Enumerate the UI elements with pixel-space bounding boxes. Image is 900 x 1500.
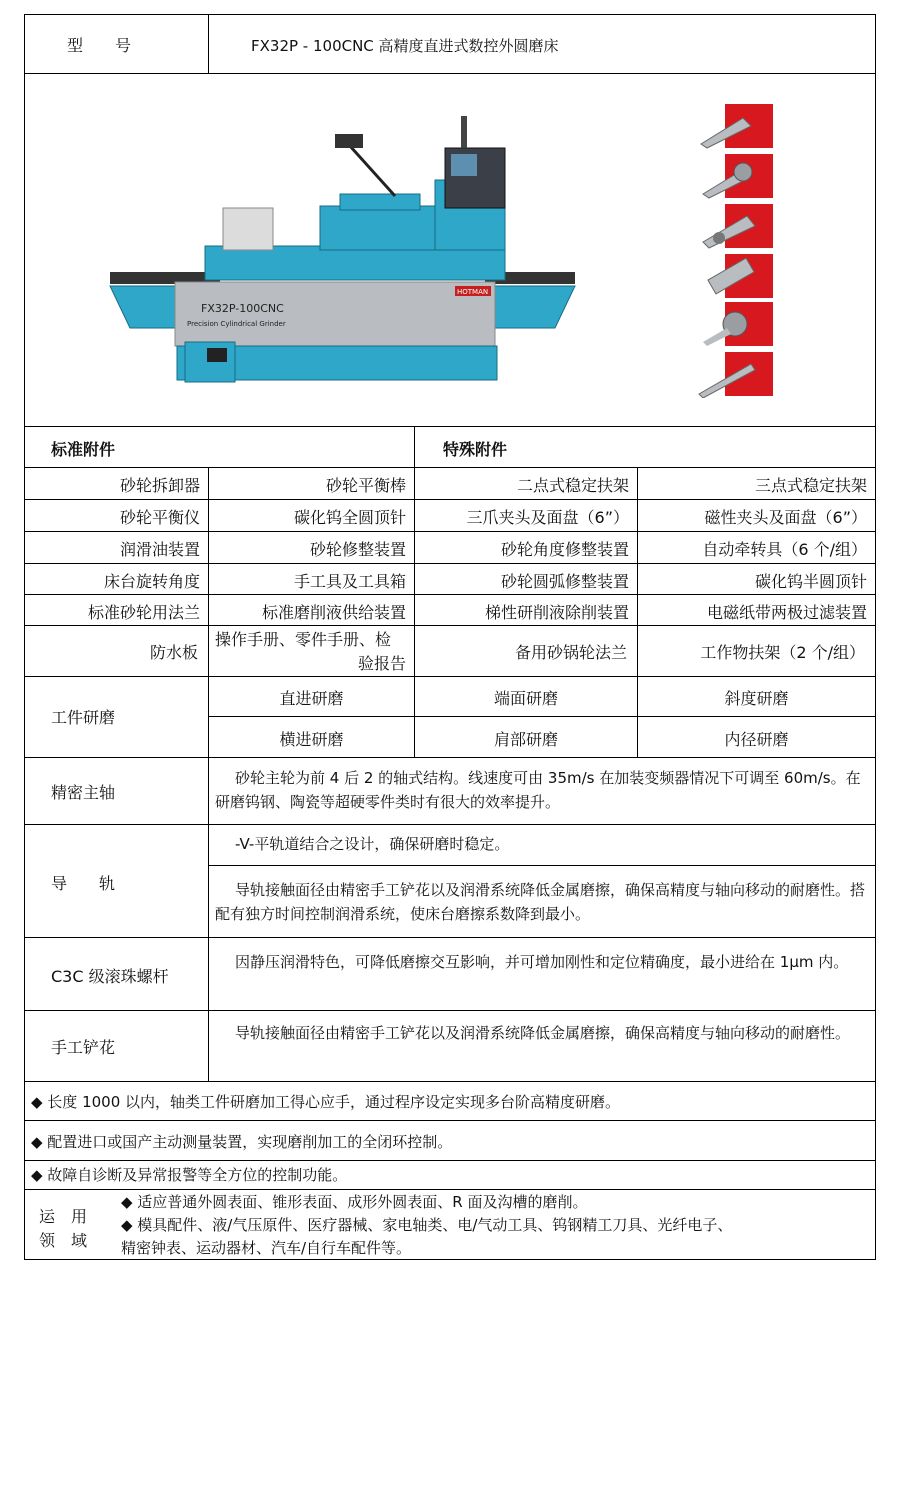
accessory-cell (637, 531, 876, 564)
signal-tower (461, 116, 467, 148)
grinding-r2-c3 (637, 716, 876, 758)
guide-text1: -V-平轨道结合之设计，确保研磨时稳定。 (235, 835, 510, 853)
accessory-item: 砂轮平衡棒 (325, 476, 406, 495)
accessory-cell (637, 563, 876, 595)
grinding-r1-c3-text: 斜度研磨 (724, 689, 789, 708)
grinding-r1-c2 (414, 676, 638, 717)
ballscrew-text: 因静压润滑特色，可降低磨擦交互影响，并可增加刚性和定位精确度，最小进给在 1μm 内。 (235, 953, 849, 971)
accessory-cell (414, 467, 638, 500)
guide-label: 导 轨 (51, 874, 116, 893)
wheelhead (320, 206, 450, 250)
accessory-cell (637, 499, 876, 532)
plate-name: FX32P-100CNC (201, 302, 284, 315)
applications-label-2: 领 域 (39, 1231, 88, 1250)
accessory-cell (24, 531, 209, 564)
scraping-label-cell (24, 1010, 209, 1082)
accessory-thumb-3 (697, 204, 773, 250)
accessory-cell (208, 531, 415, 564)
guide-text2-cell (208, 865, 876, 938)
spindle-label: 精密主轴 (51, 783, 116, 802)
standard-header-text: 标准附件 (51, 440, 116, 459)
accessory-item: 标准砂轮用法兰 (87, 603, 200, 622)
accessory-item: 砂轮平衡仪 (119, 508, 200, 527)
accessory-item: 碳化钨半圆顶针 (754, 572, 867, 591)
cnc-screen (451, 154, 477, 176)
accessory-cell (208, 467, 415, 500)
scraping-text: 导轨接触面径由精密手工铲花以及润滑系统降低金属磨擦，确保高精度与轴向移动的耐磨性。 (235, 1024, 851, 1042)
acc-last-c4-text: 工作物扶架（2 个/组） (700, 643, 865, 662)
grinding-r2-c1 (208, 716, 415, 758)
accessory-thumb-2 (697, 154, 773, 200)
accessory-item: 砂轮圆弧修整装置 (500, 572, 629, 591)
feature-3: ◆ 故障自诊断及异常报警等全方位的控制功能。 (31, 1166, 348, 1184)
acc-last-c4 (637, 625, 876, 677)
applications-item-2-line1: ◆ 模具配件、液/气压原件、医疗器械、家电轴类、电/气动工具、钨钢精工刀具、光纤电子、 (121, 1216, 733, 1234)
guide-text2: 导轨接触面径由精密手工铲花以及润滑系统降低金属磨擦，确保高精度与轴向移动的耐磨性。搭配有独方时间控制润滑系统，使床台磨擦系数降到最小。 (215, 881, 866, 923)
accessory-item: 三爪夹头及面盘（6”） (466, 508, 629, 527)
accessory-item: 手工具及工具箱 (293, 572, 406, 591)
image-area (24, 73, 876, 427)
feature-1: ◆ 长度 1000 以内，轴类工件研磨加工得心应手，通过程序设定实现多台阶高精度研磨。 (31, 1093, 621, 1111)
accessory-item: 砂轮修整装置 (309, 540, 406, 559)
accessory-item: 自动牵转具（6 个/组） (702, 540, 867, 559)
special-header-text: 特殊附件 (443, 440, 508, 459)
acc-last-c3 (414, 625, 638, 677)
wheelhead-top (340, 194, 420, 210)
lower-gauge (207, 348, 227, 362)
accessory-cell (414, 531, 638, 564)
ballscrew-text-cell (208, 937, 876, 1011)
applications-item-1: ◆ 适应普通外圆表面、锥形表面、成形外圆表面、R 面及沟槽的磨削。 (121, 1193, 588, 1211)
accessory-item: 床台旋转角度 (103, 572, 200, 591)
grinding-label: 工件研磨 (51, 708, 116, 727)
accessory-cell (24, 594, 209, 626)
accessory-cell (24, 467, 209, 500)
grinding-r1-c2-text: 端面研磨 (493, 689, 558, 708)
work-lamp (335, 134, 363, 148)
accessory-cell (637, 467, 876, 500)
accessory-item: 砂轮角度修整装置 (500, 540, 629, 559)
guide-text1-cell (208, 824, 876, 866)
grinding-r2-c1-text: 横进研磨 (279, 730, 344, 749)
guide-label-cell (24, 824, 209, 938)
work-table (205, 246, 505, 280)
spindle-label-cell (24, 757, 209, 825)
model-label: 型 号 (67, 36, 132, 55)
accessory-item: 三点式稳定扶架 (754, 476, 867, 495)
model-label-cell (24, 14, 209, 74)
standard-accessories-header (24, 426, 415, 468)
scraping-text-cell (208, 1010, 876, 1082)
acc-last-c2 (208, 625, 415, 677)
grinding-r2-c2-text: 肩部研磨 (493, 730, 558, 749)
grinding-r2-c3-text: 内径研磨 (724, 730, 789, 749)
applications-cell (24, 1189, 876, 1260)
accessory-item: 润滑油装置 (119, 540, 200, 559)
special-accessories-header (414, 426, 876, 468)
spindle-text: 砂轮主轮为前 4 后 2 的轴式结构。线速度可由 35m/s 在加装变频器情况下可调至 60m/s。在研磨钨钢、陶瓷等超硬零件类时有很大的效率提升。 (215, 769, 861, 811)
accessory-thumb-6 (697, 352, 773, 398)
accessory-cell (414, 594, 638, 626)
model-value: FX32P - 100CNC 高精度直进式数控外圆磨床 (251, 37, 559, 55)
plate-sub: Precision Cylindrical Grinder (187, 320, 286, 328)
machine-illustration (105, 96, 585, 396)
accessory-item: 标准磨削液供给装置 (261, 603, 406, 622)
accessory-cell (24, 499, 209, 532)
accessory-item: 二点式稳定扶架 (516, 476, 629, 495)
accessory-cell (208, 499, 415, 532)
grinding-r1-c1 (208, 676, 415, 717)
accessory-item: 磁性夹头及面盘（6”） (704, 508, 867, 527)
accessory-cell (414, 499, 638, 532)
accessory-cell (208, 563, 415, 595)
accessory-cell (208, 594, 415, 626)
feature-row-1 (24, 1081, 876, 1121)
acc-last-c2-line1: 操作手册、零件手册、检 (215, 630, 392, 649)
accessory-cell (414, 563, 638, 595)
accessory-item: 砂轮拆卸器 (119, 476, 200, 495)
applications-item-2-line2: 精密钟表、运动器材、汽车/自行车配件等。 (121, 1239, 412, 1257)
ballscrew-label-cell (24, 937, 209, 1011)
accessory-item: 梯性研削液除削装置 (484, 603, 629, 622)
brand-plate: HOTMAN (457, 288, 489, 296)
tailstock-guard (223, 208, 273, 250)
accessory-thumb-1 (697, 104, 773, 150)
lamp-arm (350, 146, 395, 196)
feature-row-2 (24, 1120, 876, 1161)
feature-2: ◆ 配置进口或国产主动测量装置，实现磨削加工的全闭环控制。 (31, 1133, 453, 1151)
applications-label-1: 运 用 (39, 1207, 88, 1226)
model-value-cell (208, 14, 876, 74)
grinding-r2-c2 (414, 716, 638, 758)
acc-last-c2-line2: 验报告 (357, 654, 406, 673)
scraping-label: 手工铲花 (51, 1038, 116, 1057)
acc-last-c1 (24, 625, 209, 677)
feature-row-3 (24, 1160, 876, 1190)
grinding-r1-c3 (637, 676, 876, 717)
spindle-text-cell (208, 757, 876, 825)
ballscrew-label: C3C 级滚珠螺杆 (51, 967, 169, 986)
accessory-thumb-5 (697, 302, 773, 348)
acc-last-c1-text: 防水板 (149, 643, 198, 662)
acc-last-c3-text: 备用砂锅轮法兰 (514, 643, 627, 662)
accessory-thumb-4 (697, 254, 773, 300)
accessory-item: 碳化钨全圆顶针 (293, 508, 406, 527)
accessory-cell (637, 594, 876, 626)
grinding-label-cell (24, 676, 209, 758)
accessory-cell (24, 563, 209, 595)
grinding-r1-c1-text: 直进研磨 (279, 689, 344, 708)
accessory-item: 电磁纸带两极过滤装置 (706, 603, 867, 622)
